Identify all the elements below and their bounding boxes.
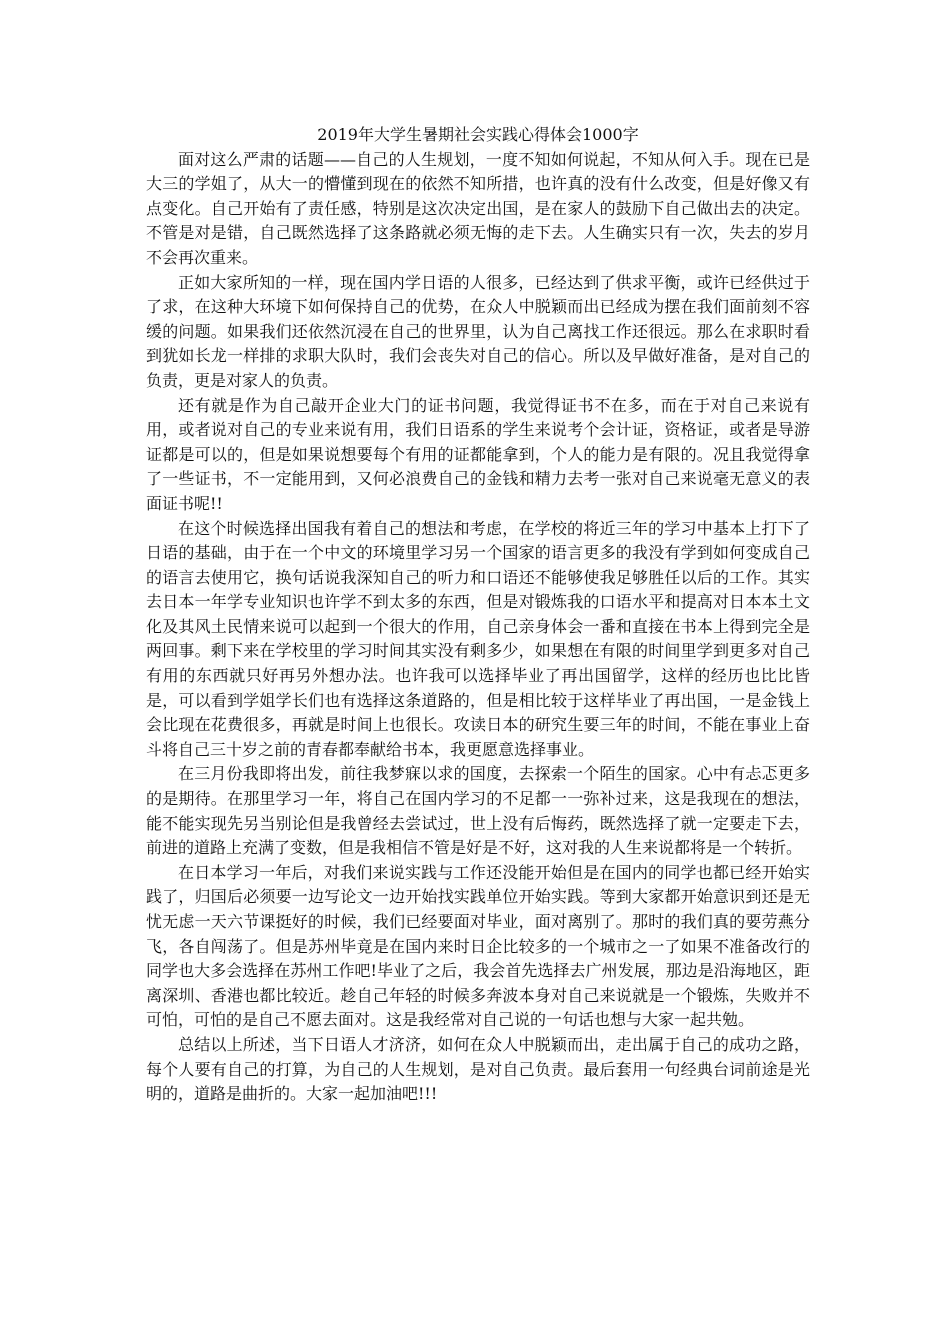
paragraph-1: 面对这么严肃的话题——自己的人生规划，一度不知如何说起，不知从何入手。现在已是大三的学姐了，从大一的懵懂到现在的依然不知所措，也许真的没有什么改变，但是好像又有点变化。自己开始有了责任感，特别是这次决定出国，是在家人的鼓励下自己做出去的决定。不管是对是错，自己既然选择了这条路就必须无悔的走下去。人生确实只有一次，失去的岁月不会再次重来。 xyxy=(146,149,810,267)
paragraph-6: 在日本学习一年后，对我们来说实践与工作还没能开始但是在国内的同学也都已经开始实践了，归国后必须要一边写论文一边开始找实践单位开始实践。等到大家都开始意识到还是无忧无虑一天六节课挺好的时候，我们已经要面对毕业，面对离别了。那时的我们真的要劳燕分飞，各自闯荡了。但是苏州毕竟是在国内来时日企比较多的一个城市之一了如果不准备改行的同学也大多会选择在苏州工作吧!毕业了之后，我会首先选择去广州发展，那边是沿海地区，距离深圳、香港也都比较近。趁自己年轻的时候多奔波本身对自己来说就是一个锻炼，失败并不可怕，可怕的是自己不愿去面对。这是我经常对自己说的一句话也想与大家一起共勉。 xyxy=(146,862,810,1030)
paragraph-4: 在这个时候选择出国我有着自己的想法和考虑，在学校的将近三年的学习中基本上打下了日语的基础，由于在一个中文的环境里学习另一个国家的语言更多的我没有学到如何变成自己的语言去使用它，换句话说我深知自己的听力和口语还不能够使我足够胜任以后的工作。其实去日本一年学专业知识也许学不到太多的东西，但是对锻炼我的口语水平和提高对日本本土文化及其风土民情来说可以起到一个很大的作用，自己亲身体会一番和直接在书本上得到完全是两回事。剩下来在学校里的学习时间其实没有剩多少，如果想在有限的时间里学到更多对自己有用的东西就只好再另外想办法。也许我可以选择毕业了再出国留学，这样的经历也比比皆是，可以看到学姐学长们也有选择这条道路的，但是相比较于这样毕业了再出国，一是金钱上会比现在花费很多，再就是时间上也很长。攻读日本的研究生要三年的时间，不能在事业上奋斗将自己三十岁之前的青春都奉献给书本，我更愿意选择事业。 xyxy=(146,518,810,759)
document-body xyxy=(146,123,810,1107)
paragraph-2: 正如大家所知的一样，现在国内学日语的人很多，已经达到了供求平衡，或许已经供过于了求，在这种大环境下如何保持自己的优势，在众人中脱颖而出已经成为摆在我们面前刻不容缓的问题。如果我们还依然沉浸在自己的世界里，认为自己离找工作还很远。那么在求职时看到犹如长龙一样排的求职大队时，我们会丧失对自己的信心。所以及早做好准备，是对自己的负责，更是对家人的负责。 xyxy=(146,272,810,390)
paragraph-7: 总结以上所述，当下日语人才济济，如何在众人中脱颖而出，走出属于自己的成功之路，每个人要有自己的打算，为自己的人生规划，是对自己负责。最后套用一句经典台词前途是光明的，道路是曲折的。大家一起加油吧!!! xyxy=(146,1034,810,1104)
paragraph-5: 在三月份我即将出发，前往我梦寐以求的国度，去探索一个陌生的国家。心中有忐忑更多的是期待。在那里学习一年，将自己在国内学习的不足都一一弥补过来，这是我现在的想法，能不能实现先另当别论但是我曾经去尝试过，世上没有后悔药，既然选择了就一定要走下去，前进的道路上充满了变数，但是我相信不管是好是不好，这对我的人生来说都将是一个转折。 xyxy=(146,764,810,858)
document-title: 2019年大学生暑期社会实践心得体会1000字 xyxy=(317,125,639,144)
paragraph-3: 还有就是作为自己敲开企业大门的证书问题，我觉得证书不在多，而在于对自己来说有用，或者说对自己的专业来说有用，我们日语系的学生来说考个会计证，资格证，或者是导游证都是可以的，但是如果说想要每个有用的证都能拿到，个人的能力是有限的。况且我觉得拿了一些证书，不一定能用到，又何必浪费自己的金钱和精力去考一张对自己来说毫无意义的表面证书呢!! xyxy=(146,395,810,513)
